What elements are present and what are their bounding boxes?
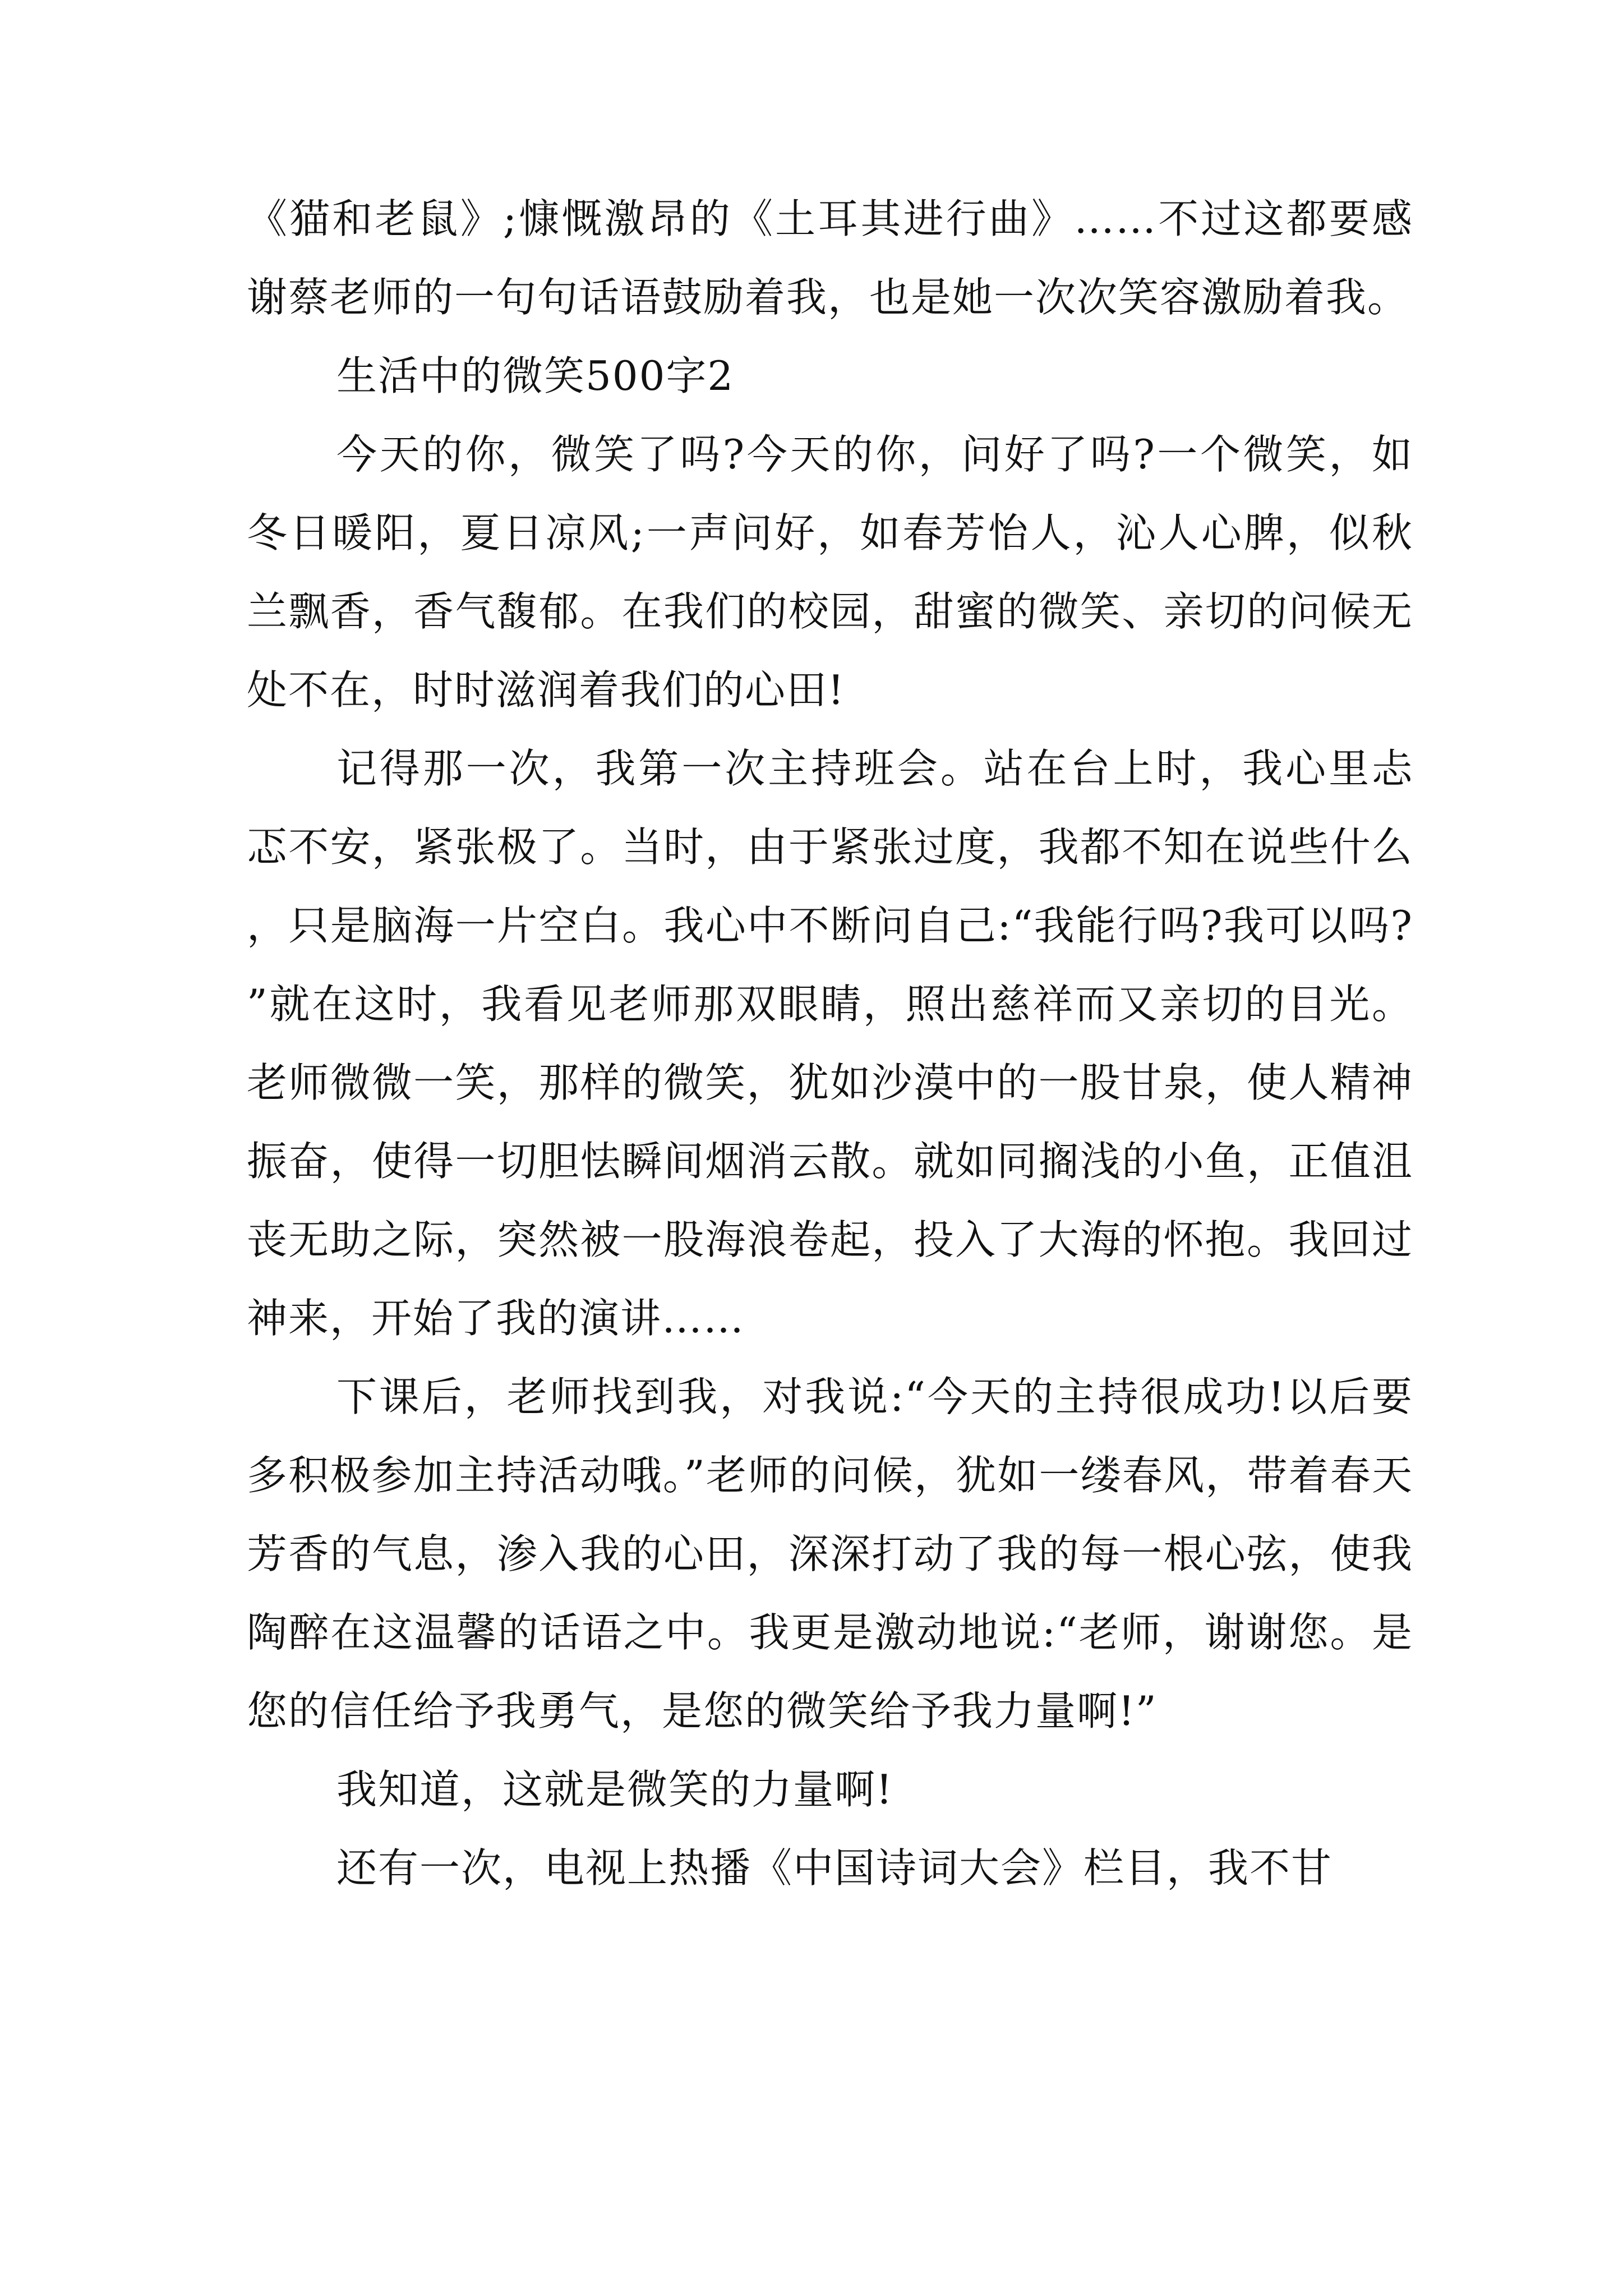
paragraph-after-class: 下课后，老师找到我，对我说:“今天的主持很成功!以后要多积极参加主持活动哦。”老师的问候，犹如一缕春风，带着春天芳香的气息，渗入我的心田，深深打动了我的每一根心弦，使我陶醉在这温馨的话语之中。我更是激动地说:“老师，谢谢您。是您的信任给予我勇气，是您的微笑给予我力量啊!” — [247, 1373, 1413, 1734]
paragraph-class-meeting: 记得那一次，我第一次主持班会。站在台上时，我心里忐忑不安，紧张极了。当时，由于紧张过度，我都不知在说些什么，只是脑海一片空白。我心中不断问自己:“我能行吗?我可以吗?”就在这时，我看见老师那双眼睛，照出慈祥而又亲切的目光。老师微微一笑，那样的微笑，犹如沙漠中的一股甘泉，使人精神振奋，使得一切胆怯瞬间烟消云散。就如同搁浅的小鱼，正值沮丧无助之际，突然被一股海浪卷起，投入了大海的怀抱。我回过神来，开始了我的演讲…… — [247, 745, 1413, 1342]
paragraph-intro: 今天的你，微笑了吗?今天的你，问好了吗?一个微笑，如冬日暖阳，夏日凉风;一声问好，如春芳怡人，沁人心脾，似秋兰飘香，香气馥郁。在我们的校园，甜蜜的微笑、亲切的问候无处不在，时时滋润着我们的心田! — [247, 431, 1413, 714]
article-body — [247, 180, 1413, 1907]
paragraph-continuation: 《猫和老鼠》;慷慨激昂的《土耳其进行曲》……不过这都要感谢蔡老师的一句句话语鼓励着我，也是她一次次笑容激励着我。 — [247, 195, 1413, 321]
paragraph-power-of-smile: 我知道，这就是微笑的力量啊! — [336, 1766, 893, 1813]
paragraph-poetry-show: 还有一次，电视上热播《中国诗词大会》栏目，我不甘 — [336, 1844, 1333, 1892]
section-heading: 生活中的微笑500字2 — [336, 352, 735, 399]
